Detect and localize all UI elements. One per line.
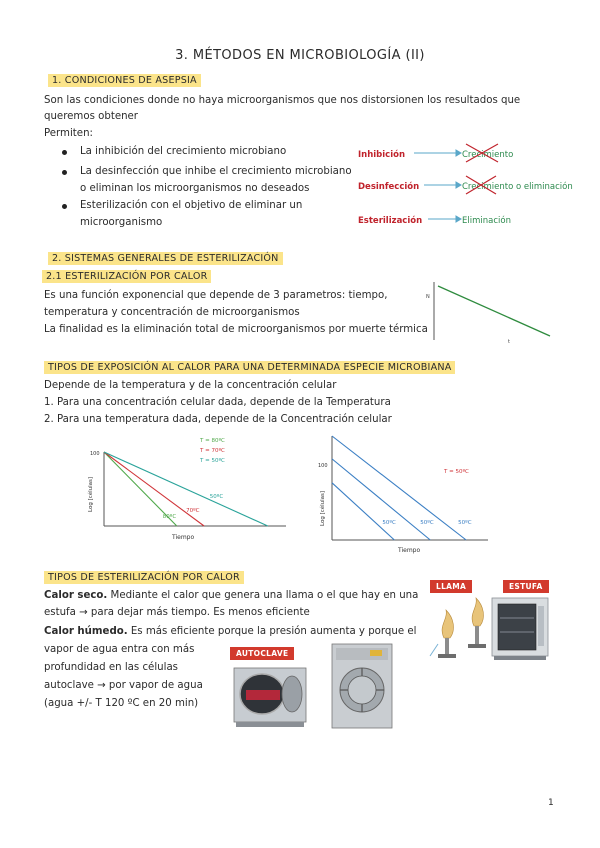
diagram-crecimiento-label: Crecimiento [462,150,514,160]
exposicion-line3: 2. Para una temperatura dada, depende de la Concentración celular [44,414,392,425]
subsection-heading-calor: 2.1 ESTERILIZACIÓN POR CALOR [42,270,211,284]
mini-graph-ylabel: N [426,294,430,300]
autoclave-image-1 [232,660,308,730]
bullet-esterilizacion-b: microorganismo [80,217,163,228]
chart2-legend-entry: T = 50ºC [444,469,469,475]
calor-humedo-line5: (agua +/- T 120 ºC en 20 min) [44,698,199,709]
diagram-desinfeccion-label: Desinfección [358,182,420,192]
chart2-series-label: 50ºC [420,520,434,526]
chart2-series-label: 50ºC [458,520,472,526]
calor-humedo-line1: Calor húmedo. Es más eficiente porque la presión aumenta y porque el [44,626,417,637]
chart1-series-label: 50ºC [209,494,224,500]
calor-seco-line1: Calor seco. Mediante el calor que genera una llama o el que hay en una [44,590,419,601]
asepsia-diagram-arrows [400,140,520,230]
estufa-oven-image [490,594,550,662]
chart1-ytick: 100 [90,451,100,457]
calor-humedo-line2: vapor de agua entra con más [44,644,195,655]
asepsia-definition-line1: Son las condiciones donde no haya microorganismos que nos distorsionen los resultados que [44,95,521,106]
mini-decay-graph [424,280,554,346]
llama-tag: LLAMA [430,580,472,593]
cross-out-icon [466,144,498,194]
page-title: 3. MÉTODOS EN MICROBIOLOGÍA (II) [175,48,425,63]
diagram-inhibicion-label: Inhibición [358,150,406,160]
section-heading-sistemas: 2. SISTEMAS GENERALES DE ESTERILIZACIÓN [48,252,283,266]
exposicion-line1: Depende de la temperatura y de la concentración celular [44,380,337,391]
section-heading-asepsia: 1. CONDICIONES DE ASEPSIA [48,74,201,88]
autoclave-tag: AUTOCLAVE [230,647,294,660]
calor-seco-line2: estufa → para dejar más tiempo. Es menos eficiente [44,607,310,618]
calor-line2: temperatura y concentración de microorganismos [44,307,300,318]
section-heading-tipos-esterilizacion: TIPOS DE ESTERILIZACIÓN POR CALOR [44,571,244,585]
bullet-icon [62,150,67,155]
chart2-series-line-c1 [332,483,394,540]
bullet-desinfeccion-b: o eliminan los microorganismos no deseados [80,183,310,194]
asepsia-definition-line2: queremos obtener [44,111,139,122]
bullet-inhibicion: La inhibición del crecimiento microbiano [80,146,287,157]
mini-graph-xlabel: t [508,339,510,345]
chart2-ytick: 100 [318,463,328,469]
chart-concentration [312,430,492,556]
chart2-series-label: 50ºC [382,520,396,526]
exposicion-line2: 1. Para una concentración celular dada, depende de la Temperatura [44,397,391,408]
chart1-legend-entry: T = 80ºC [200,438,225,444]
chart1-series-line-50ºC [104,452,268,526]
bullet-esterilizacion-a: Esterilización con el objetivo de eliminar un [80,200,303,211]
flame-burner-icon [420,596,498,666]
chart1-series-label: 70ºC [186,508,200,514]
page-number: 1 [548,798,554,808]
chart1-series-label: 80ºC [162,514,177,520]
calor-line3: La finalidad es la eliminación total de microorganismos por muerte térmica [44,324,428,335]
chart2-xlabel: Tiempo [398,547,421,554]
estufa-tag: ESTUFA [503,580,549,593]
calor-humedo-line4: autoclave → por vapor de agua [44,680,203,691]
autoclave-image-2 [330,640,394,732]
chart1-legend-entry: T = 50ºC [200,458,225,464]
permiten-label: Permiten: [44,128,93,139]
chart2-series-line-c3 [332,436,466,540]
diagram-crecimiento-eliminacion-label: Crecimiento o eliminación [462,182,573,192]
bullet-icon [62,204,67,209]
chart1-legend-entry: T = 70ºC [200,448,225,454]
calor-humedo-line3: profundidad en las células [44,662,178,673]
chart1-ylabel: Log [células] [88,476,94,512]
chart1-series-line-70ºC [104,452,204,526]
chart1-xlabel: Tiempo [172,534,195,541]
bullet-icon [62,170,67,175]
diagram-esterilizacion-label: Esterilización [358,216,423,226]
diagram-eliminacion-label: Eliminación [462,216,511,226]
calor-line1: Es una función exponencial que depende de 3 parametros: tiempo, [44,290,388,301]
section-heading-exposicion: TIPOS DE EXPOSICIÓN AL CALOR PARA UNA DETERMINADA ESPECIE MICROBIANA [44,361,455,375]
bullet-desinfeccion-a: La desinfección que inhibe el crecimiento microbiano [80,166,352,177]
chart-temperature [80,430,310,550]
chart2-ylabel: Log [células] [320,490,326,526]
